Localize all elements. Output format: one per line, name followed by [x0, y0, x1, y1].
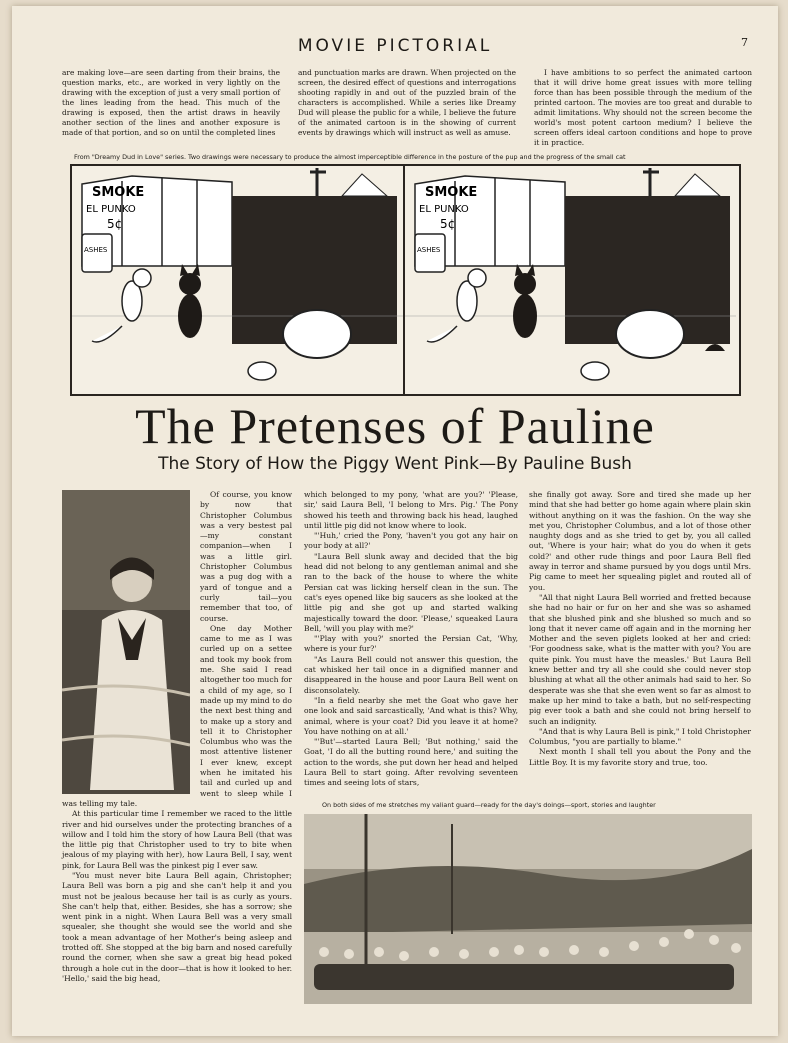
col3-para-1: she finally got away. Sore and tired she made up her mind that she had better go home again where plain skin without anything on it was the fashion. On the way she met you, Christopher Columbus, and a lot of those other naughty dogs and as she tried to get by, you all called out, 'Where is your hair; what do you do when it gets cold?' and other rude things and poor Laura Bell fled away in terror and shame pursued by you dogs until Mrs. Pig came to meet her squealing piglet and routed all of you.: [529, 490, 751, 592]
sign-text-2: EL PUNKO: [86, 204, 136, 215]
top-column-2-text: and punctuation marks are drawn. When projected on the screen, the desired effect of questions and interrogations shooting rapidly in and out of the puzzled brain of the characters is accomplished. While a series like Dreamy Dud will please the public for a while, I believe the future of the animated cartoon is in the showing of current events by drawings which will instruct as well as amuse.: [298, 68, 516, 137]
top-column-2: [298, 68, 516, 148]
comic-panel-1: [72, 166, 405, 394]
comic-caption: From "Dreamy Dud in Love" series. Two drawings were necessary to produce the almost imperceptible difference in the posture of the pup and the progress of the small cat: [74, 153, 626, 161]
top-column-3: [534, 68, 752, 148]
article-column-3: [529, 490, 751, 768]
col3-para-2: "All that night Laura Bell worried and fretted because she had no hair or fur on her and she was so ashamed that she blushed pink and she blushed so much and so long that it never came off again and in the morning her Mother and the seven piglets looked at her and cried: 'For goodness sake, what is the matter with you? You are quite pink. You must have the measles.' But Laura Bell knew better and try all she could she could never stop blushing at what all the other animals had said to her. So desperate was she that she even went so far as almost to make up her mind to take a bath, but no self-respecting pig ever took a bath and she could not bring herself to such an indignity.: [529, 592, 751, 726]
col2-para-3: "Laura Bell slunk away and decided that the big head did not belong to any gentleman animal and she ran to the back of the house to where the white Persian cat was licking herself clean in the sun. The cat's eyes opened like big saucers as she looked at the little pig and she got up and started walking majestically toward the door. 'Please,' squeaked Laura Bell, 'will you play with me?': [304, 551, 518, 633]
comic-strip: [70, 164, 741, 396]
article-column-1: [62, 490, 292, 1010]
col3-para-4: Next month I shall tell you about the Pony and the Little Boy. It is my favorite story and true, too.: [529, 747, 751, 767]
col2-para-6: "In a field nearby she met the Goat who gave her one look and said sarcastically, 'And what is this? Why, animal, where is your coat? Did you leave it at home? You have nothing on at all.': [304, 695, 518, 736]
top-columns: [62, 68, 752, 148]
magazine-page: [12, 6, 778, 1036]
group-photo: [304, 814, 752, 1004]
sign-text-3: 5¢: [107, 217, 123, 231]
sign-text-3b: 5¢: [440, 217, 456, 231]
col2-para-5: "As Laura Bell could not answer this question, the cat whisked her tail once in a dignified manner and disappeared in the house and poor Laura Bell went on disconsolately.: [304, 654, 518, 695]
comic-panel-2: [405, 166, 736, 394]
top-column-3-text: I have ambitions to so perfect the animated cartoon that it will drive home great issues with more telling force than has been possible through the medium of the printed cartoon. The movies are too great and durable to admit limitations. Why should not the screen become the world's most potent cartoon medium? I believe the screen offers ideal cartoon conditions and hope to prove it in practice.: [534, 68, 752, 147]
can-label: ASHES: [84, 246, 108, 254]
page-number: 7: [741, 36, 748, 49]
col1-para-1: Of course, you know by now that Christopher Columbus was a very bestest pal—my constant companion—when I was a little girl. Christopher Columbus was a pug dog with a yard of tongue and a curly tail—you remember that too, of course.: [200, 490, 292, 623]
top-column-1-text: are making love—are seen darting from their brains, the question marks, etc., are worked in very lightly on the drawing with the exception of just a very small portion of the lines leading from the head. This much of the drawing is exposed, then the artist draws in heavily another section of the lines and another exposure is made of that portion, and so on until the completed lines: [62, 68, 280, 137]
article-column-2: [304, 490, 518, 789]
col3-para-3: "And that is why Laura Bell is pink," I told Christopher Columbus, "you are partially to blame.": [529, 726, 751, 747]
can-label-b: ASHES: [417, 246, 441, 254]
col1-para-2: One day Mother came to me as I was curled up on a settee and took my book from me. She said I read altogether too much for a child of my age, so I made up my mind to do the next best thing and to make up a story and tell it to Christopher Columbus who was the most attentive listener I ever knew, except when he imitated his tail and curled up and went to sleep while I was telling my tale.: [62, 623, 292, 808]
masthead: MOVIE PICTORIAL: [297, 36, 493, 56]
col2-para-2: "'Huh,' cried the Pony, 'haven't you got any hair on your body at all?': [304, 531, 518, 551]
col1-para-4: "You must never bite Laura Bell again, Christopher; Laura Bell was born a pig and she can't help it and you must not be jealous because her tail is as curly as yours. She can't help that, either. Besides, she has a sorrow; she went pink in a night. When Laura Bell was a very small squealer, she thought she would see the world and she took a mean advantage of her Mother's being asleep and trotted off. She stopped at the big barn and nosed carefully round the corner, when she saw a great big head poked through a hole cut in the door—that is how it looked to her. 'Hello,' said the big head,: [62, 870, 292, 983]
col2-para-1: which belonged to my pony, 'what are you?' 'Please, sir,' said Laura Bell, 'I belong to Mrs. Pig.' The Pony showed his teeth and throwing back his head, laughed until little pig did not know where to look.: [304, 490, 518, 530]
sign-text-1b: SMOKE: [425, 185, 478, 200]
col2-para-7: "'But'—started Laura Bell; 'But nothing,' said the Goat, 'I do all the butting round here,' and suiting the action to the words, she put down her head and helped Laura Bell to start going. After revolving seventeen times and seeing lots of stars,: [304, 737, 518, 788]
col2-para-4: "'Play with you?' snorted the Persian Cat, 'Why, where is your fur?': [304, 634, 518, 654]
sign-text-1: SMOKE: [92, 185, 145, 200]
article-headline: The Pretenses of Pauline: [135, 398, 655, 454]
photo-space: [62, 490, 200, 794]
article-subheadline: The Story of How the Piggy Went Pink—By Pauline Bush: [158, 454, 632, 474]
top-column-1: [62, 68, 280, 148]
photo-caption: On both sides of me stretches my valiant guard—ready for the day's doings—sport, stories and laughter: [322, 801, 656, 809]
col1-para-3: At this particular time I remember we raced to the little river and hid ourselves under the protecting branches of a willow and I told him the story of how Laura Bell (that was the little pig that Christopher used to try to bite when jealous of my playing with her), how Laura Bell, I say, went pink, for Laura Bell was the pinkest pig I ever saw.: [62, 809, 292, 870]
sign-text-2b: EL PUNKO: [419, 204, 469, 215]
